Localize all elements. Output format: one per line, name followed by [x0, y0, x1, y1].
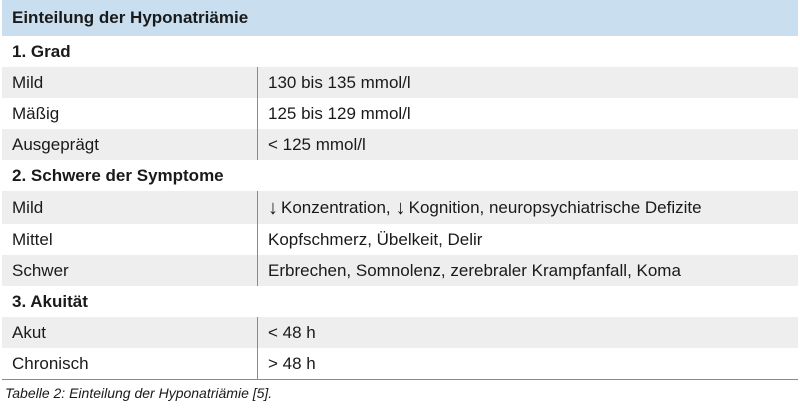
- table-row: [2, 129, 798, 160]
- section-heading-akuitaet: 3. Akuität: [2, 286, 798, 317]
- table-title: Einteilung der Hyponatriämie: [2, 0, 798, 36]
- table-row: [2, 98, 798, 129]
- row-label: Akut: [2, 317, 258, 348]
- row-label: Mäßig: [2, 98, 258, 129]
- row-value: < 48 h: [268, 322, 316, 342]
- row-value: [258, 191, 798, 224]
- table-row: [2, 67, 798, 98]
- row-label: Mittel: [2, 224, 258, 255]
- row-label: Mild: [2, 67, 258, 98]
- row-label: Mild: [2, 191, 258, 224]
- table-row: [2, 255, 798, 286]
- row-value: Kopfschmerz, Übelkeit, Delir: [268, 229, 483, 249]
- table-row: [2, 348, 798, 379]
- table-row: [2, 224, 798, 255]
- value-part: Kognition, neuropsychiatrische Defizite: [408, 197, 702, 217]
- section-heading-grad: 1. Grad: [2, 36, 798, 67]
- row-value: 130 bis 135 mmol/l: [268, 72, 411, 92]
- value-part: Konzentration,: [281, 197, 391, 217]
- hyponatremia-table: [2, 0, 798, 379]
- row-value: Erbrechen, Somnolenz, zerebraler Krampfanfall, Koma: [268, 260, 681, 280]
- table-row: [2, 191, 798, 224]
- section-heading-symptome: 2. Schwere der Symptome: [2, 160, 798, 191]
- row-label: Ausgeprägt: [2, 129, 258, 160]
- row-value: 125 bis 129 mmol/l: [268, 103, 411, 123]
- row-value: < 125 mmol/l: [268, 134, 366, 154]
- table-caption: Tabelle 2: Einteilung der Hyponatriämie [5].: [5, 385, 273, 401]
- down-arrow-icon: ↓: [395, 196, 406, 219]
- table-bottom-rule: [2, 379, 798, 380]
- table-row: [2, 317, 798, 348]
- row-label: Schwer: [2, 255, 258, 286]
- row-label: Chronisch: [2, 348, 258, 379]
- row-value: > 48 h: [268, 353, 316, 373]
- down-arrow-icon: ↓: [268, 196, 278, 219]
